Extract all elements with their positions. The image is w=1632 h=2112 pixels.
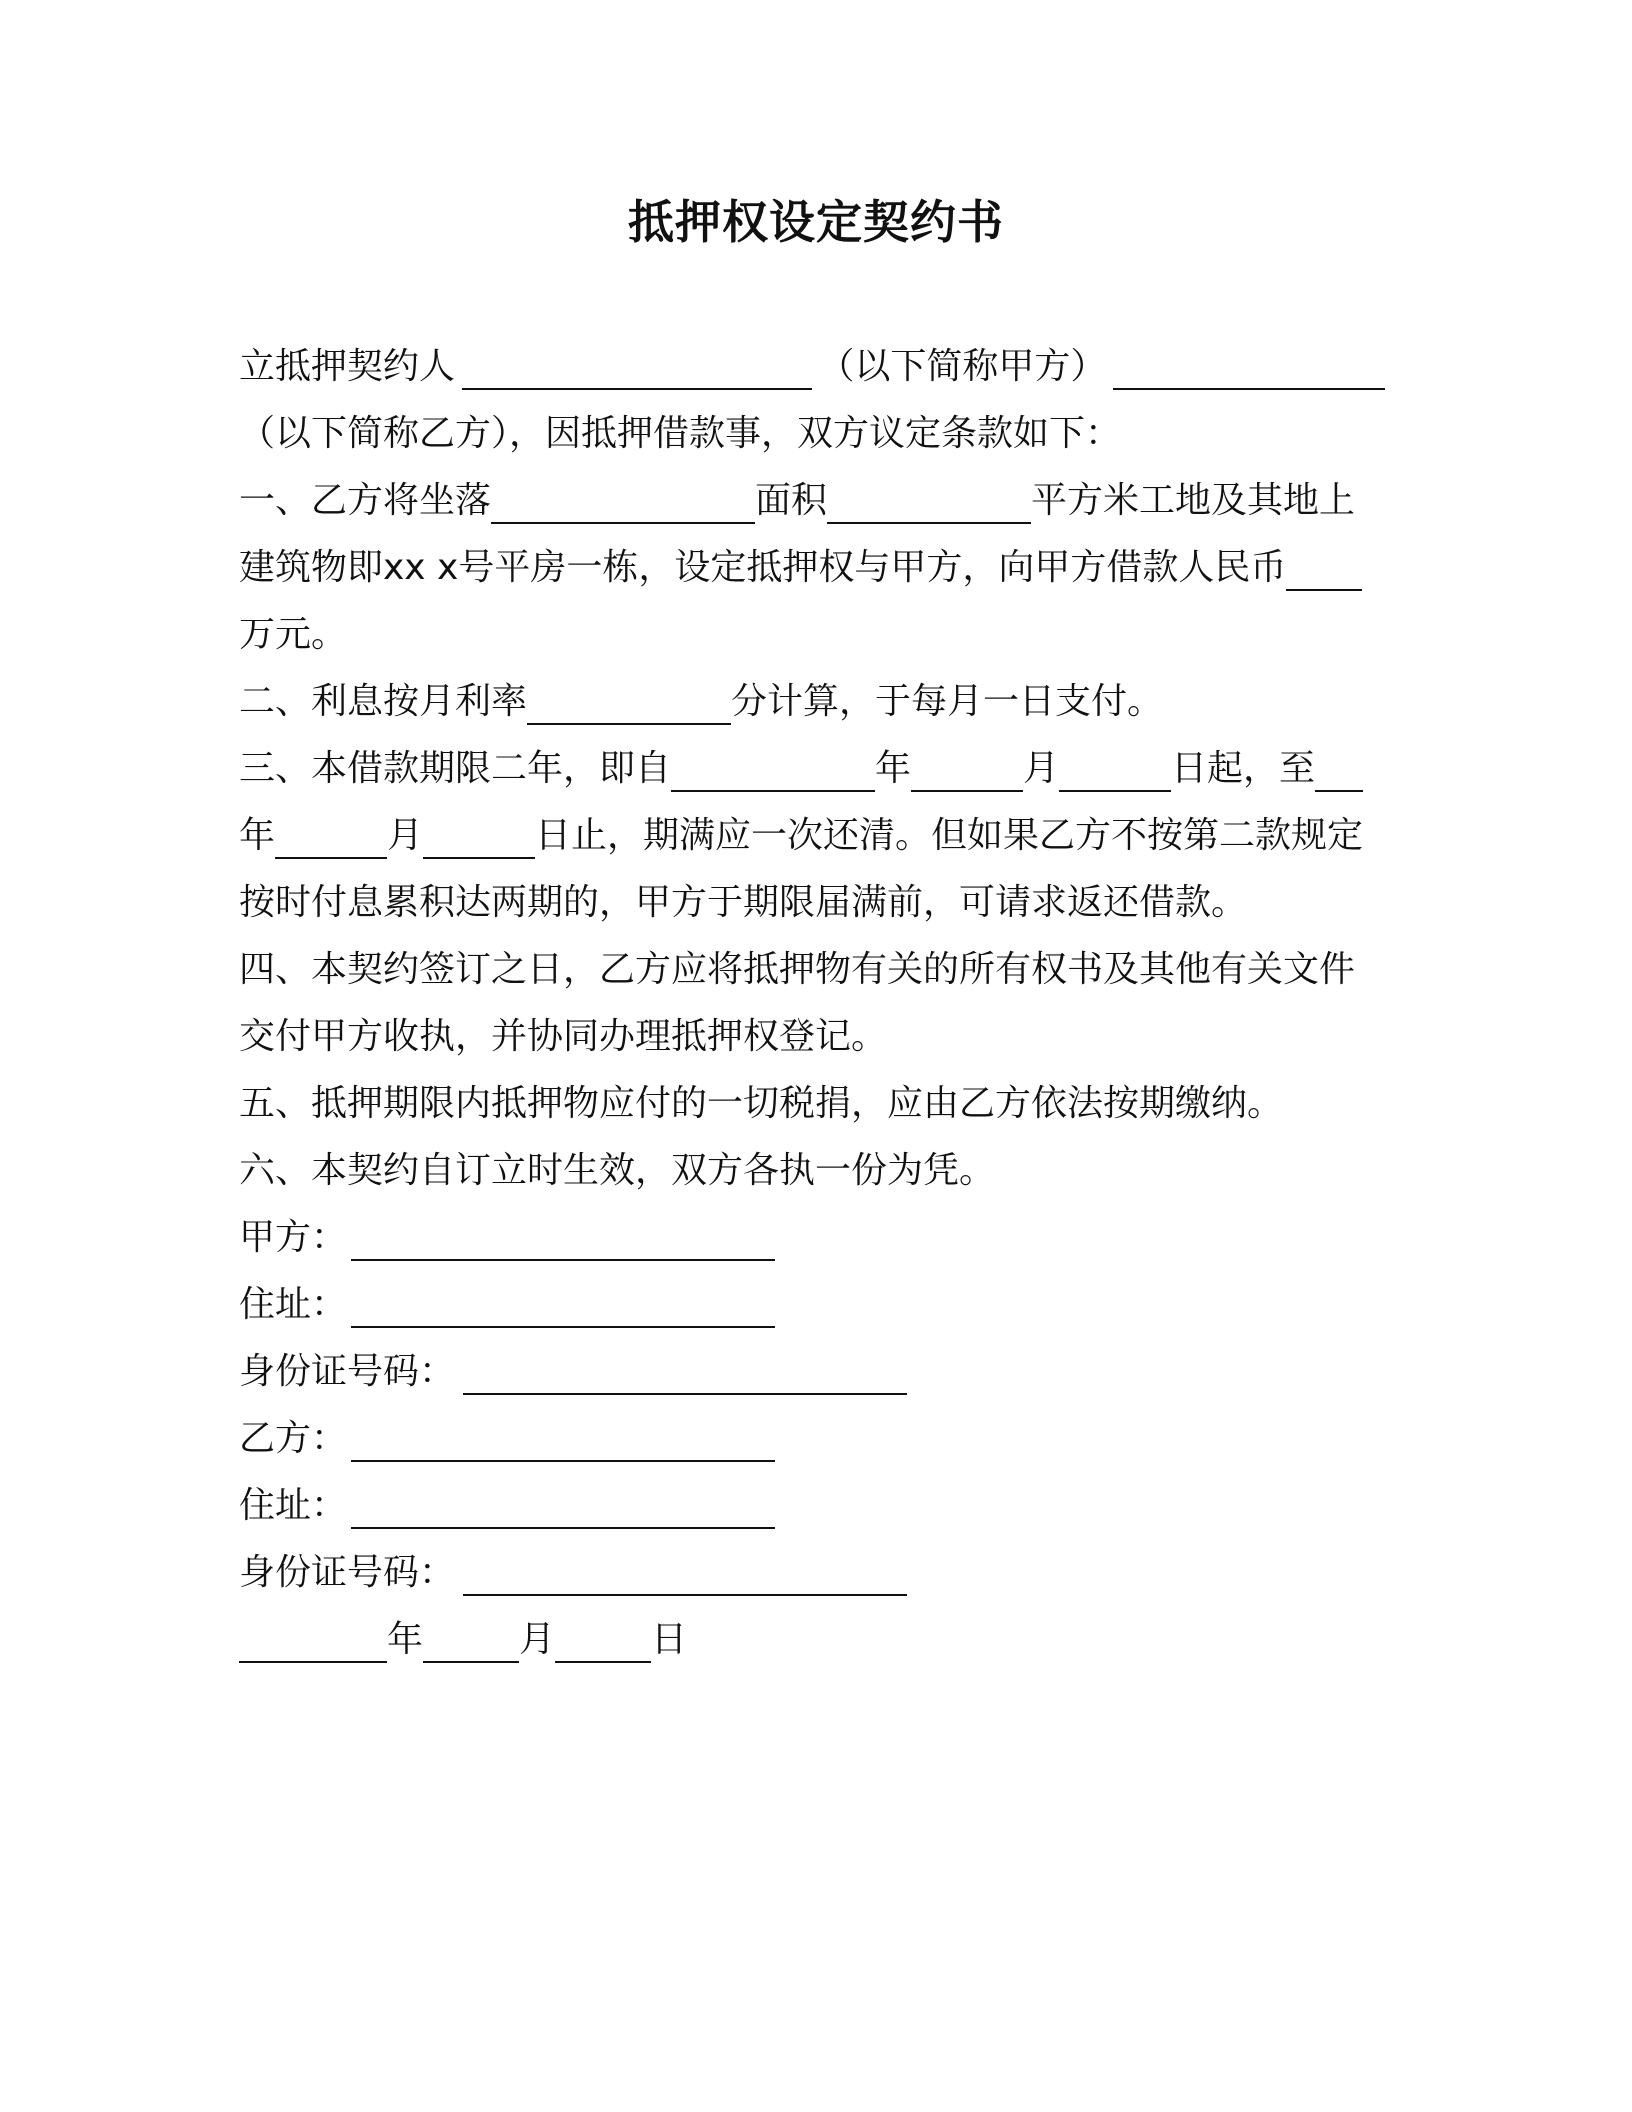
clause-5-line	[239, 1070, 1385, 1137]
clause-1-line-2	[239, 534, 1385, 601]
party-a-id-blank[interactable]	[463, 1349, 907, 1395]
loan-amount-blank[interactable]	[1286, 545, 1362, 591]
sign-month-label: 月	[519, 1619, 556, 1660]
clause-3-month-label-2: 月	[387, 815, 424, 856]
party-a-address-label: 住址：	[239, 1284, 348, 1325]
end-month-blank[interactable]	[275, 813, 387, 859]
clause-5-text: 五、抵押期限内抵押物应付的一切税捐，应由乙方依法按期缴纳。	[239, 1083, 1284, 1124]
party-b-name-blank[interactable]	[1113, 344, 1385, 390]
sign-month-blank[interactable]	[423, 1617, 519, 1663]
party-b-note: （以下简称乙方），因抵押借款事，双方议定条款如下：	[239, 413, 1122, 454]
party-a-name-blank[interactable]	[462, 344, 812, 390]
start-day-blank[interactable]	[1059, 746, 1171, 792]
clause-3-year-label: 年	[875, 748, 912, 789]
location-blank[interactable]	[491, 478, 755, 524]
clause-2-line	[239, 668, 1385, 735]
end-day-blank[interactable]	[423, 813, 535, 859]
date-row	[239, 1606, 1385, 1673]
document-title: 抵押权设定契约书	[628, 195, 1004, 249]
clause-1-text-e: 万元。	[239, 614, 348, 655]
sign-year-blank[interactable]	[239, 1617, 387, 1663]
sign-year-label: 年	[387, 1619, 424, 1660]
party-a-address-blank[interactable]	[351, 1282, 775, 1328]
clause-4-line-2	[239, 1003, 1385, 1070]
clause-3-line-3	[239, 869, 1385, 936]
sign-day-label: 日	[651, 1619, 688, 1660]
sign-day-blank[interactable]	[555, 1617, 651, 1663]
clause-6-line	[239, 1137, 1385, 1204]
party-a-address-row	[239, 1271, 1385, 1338]
clause-1-text-b: 面积	[755, 480, 828, 521]
interest-rate-blank[interactable]	[527, 679, 731, 725]
clause-2-text-b: 分计算，于每月一日支付。	[731, 681, 1164, 722]
party-b-address-row	[239, 1472, 1385, 1539]
clause-6-text: 六、本契约自订立时生效，双方各执一份为凭。	[239, 1150, 996, 1191]
clause-3-until-text: 日止，期满应一次还清。但如果乙方不按第二款规定	[535, 815, 1364, 856]
party-b-signature-blank[interactable]	[351, 1416, 775, 1462]
clause-4-line-1	[239, 936, 1385, 1003]
clause-4-text-b: 交付甲方收执，并协同办理抵押权登记。	[239, 1016, 888, 1057]
end-year-blank[interactable]	[1315, 746, 1363, 792]
clause-3-line-1	[239, 735, 1385, 802]
intro-line-1	[239, 333, 1385, 400]
clause-1-line-1	[239, 467, 1385, 534]
clause-1-text-d: 建筑物即xx x号平房一栋，设定抵押权与甲方，向甲方借款人民币	[239, 547, 1287, 588]
clause-2-text-a: 二、利息按月利率	[239, 681, 528, 722]
clause-3-text-c: 按时付息累积达两期的，甲方于期限届满前，可请求返还借款。	[239, 882, 1248, 923]
party-b-address-label: 住址：	[239, 1485, 348, 1526]
clause-1-line-3	[239, 601, 1385, 668]
start-month-blank[interactable]	[911, 746, 1023, 792]
clause-1-text-c: 平方米工地及其地上	[1031, 480, 1356, 521]
clause-3-from-label: 日起，至	[1171, 748, 1316, 789]
clause-3-line-2	[239, 802, 1385, 869]
clause-3-year-label-2: 年	[239, 815, 276, 856]
party-a-signature-row	[239, 1204, 1385, 1271]
party-b-id-blank[interactable]	[463, 1550, 907, 1596]
party-a-id-label: 身份证号码：	[239, 1351, 456, 1392]
party-b-id-label: 身份证号码：	[239, 1552, 456, 1593]
clause-1-text-a: 一、乙方将坐落	[239, 480, 492, 521]
party-a-label: 甲方：	[239, 1217, 348, 1258]
party-b-address-blank[interactable]	[351, 1483, 775, 1529]
party-b-signature-row	[239, 1405, 1385, 1472]
party-b-id-row	[239, 1539, 1385, 1606]
contract-body	[239, 333, 1385, 1673]
start-year-blank[interactable]	[671, 746, 875, 792]
party-a-id-row	[239, 1338, 1385, 1405]
clause-3-text-a: 三、本借款期限二年，即自	[239, 748, 672, 789]
clause-4-text-a: 四、本契约签订之日，乙方应将抵押物有关的所有权书及其他有关文件	[239, 949, 1356, 990]
party-a-note: （以下简称甲方）	[818, 346, 1107, 387]
area-blank[interactable]	[827, 478, 1031, 524]
party-b-label: 乙方：	[239, 1418, 348, 1459]
intro-prefix: 立抵押契约人	[239, 346, 456, 387]
party-a-signature-blank[interactable]	[351, 1215, 775, 1261]
intro-line-2	[239, 400, 1385, 467]
clause-3-month-label: 月	[1023, 748, 1060, 789]
